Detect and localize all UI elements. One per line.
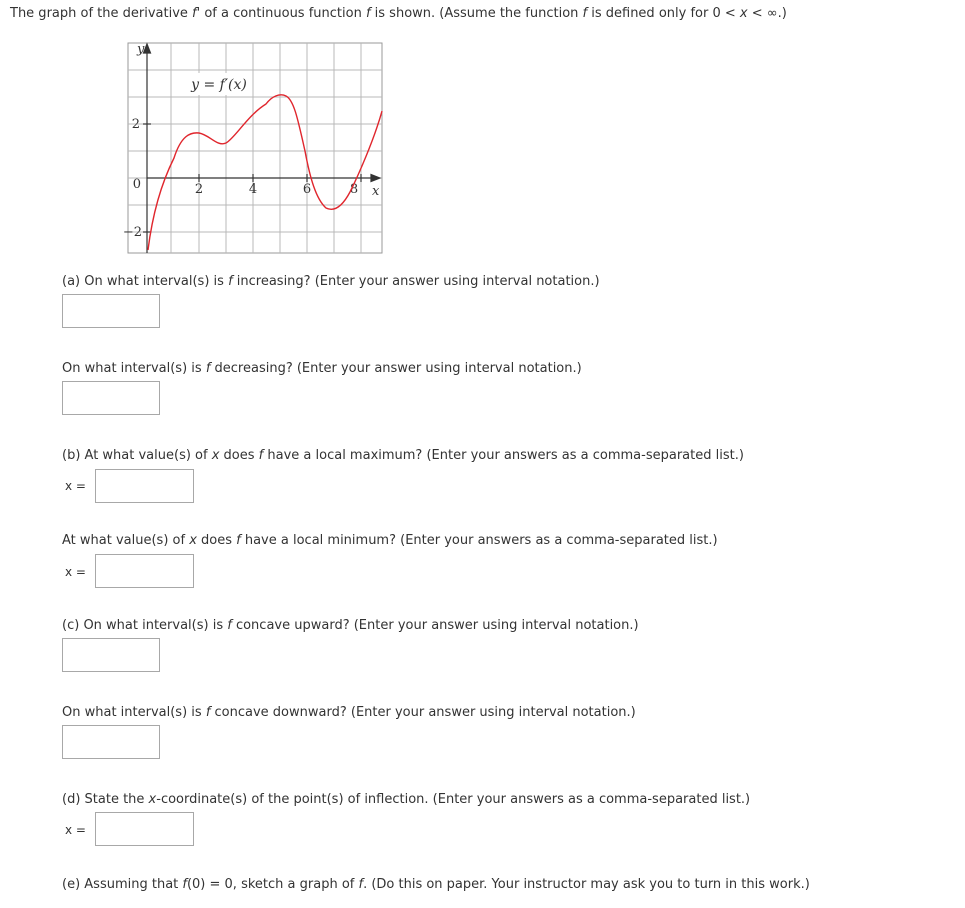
tick-label-x-8: 8 (349, 182, 359, 197)
question-d-inflection: (d) State the x-coordinate(s) of the point(s) of inflection. (Enter your answers as a comma-separated list.) (62, 792, 751, 807)
tick-label-y-neg2: −2 (122, 225, 142, 240)
axes (143, 44, 380, 253)
curve-label: y = f′(x) (191, 77, 247, 93)
question-e-sketch: (e) Assuming that f(0) = 0, sketch a graph of f. (Do this on paper. Your instructor may ask you to turn in this work.) (62, 877, 810, 892)
inflection-input[interactable] (95, 812, 194, 846)
concave-up-input[interactable] (62, 638, 160, 672)
inflection-x-prefix: x = (65, 823, 86, 837)
increasing-interval-input[interactable] (62, 294, 160, 328)
grid-lines (128, 43, 382, 253)
question-b-local-max: (b) At what value(s) of x does f have a local maximum? (Enter your answers as a comma-separated list.) (62, 448, 744, 463)
tick-label-x-4: 4 (248, 182, 258, 197)
decreasing-interval-input[interactable] (62, 381, 160, 415)
local-max-x-prefix: x = (65, 479, 86, 493)
tick-label-x-6: 6 (302, 182, 312, 197)
question-c-concave-down: On what interval(s) is f concave downward? (Enter your answer using interval notation.) (62, 705, 636, 720)
question-b-local-min: At what value(s) of x does f have a local minimum? (Enter your answers as a comma-separated list.) (62, 533, 718, 548)
tick-label-x-2: 2 (194, 182, 204, 197)
x-axis-label: x (372, 184, 380, 199)
concave-down-input[interactable] (62, 725, 160, 759)
local-min-input[interactable] (95, 554, 194, 588)
local-min-x-prefix: x = (65, 565, 86, 579)
tick-label-y-2: 2 (131, 117, 140, 132)
local-max-input[interactable] (95, 469, 194, 503)
question-c-concave-up: (c) On what interval(s) is f concave upward? (Enter your answer using interval notation.) (62, 618, 639, 633)
question-a-increasing: (a) On what interval(s) is f increasing? (Enter your answer using interval notation.) (62, 274, 600, 289)
intro-text: The graph of the derivative f' of a continuous function f is shown. (Assume the function f is defined only for 0 < x < ∞.) (10, 6, 787, 21)
y-axis-label: y (137, 42, 145, 57)
question-a-decreasing: On what interval(s) is f decreasing? (Enter your answer using interval notation.) (62, 361, 582, 376)
derivative-graph (118, 40, 388, 256)
tick-label-origin: 0 (132, 177, 141, 192)
derivative-curve (148, 95, 382, 250)
